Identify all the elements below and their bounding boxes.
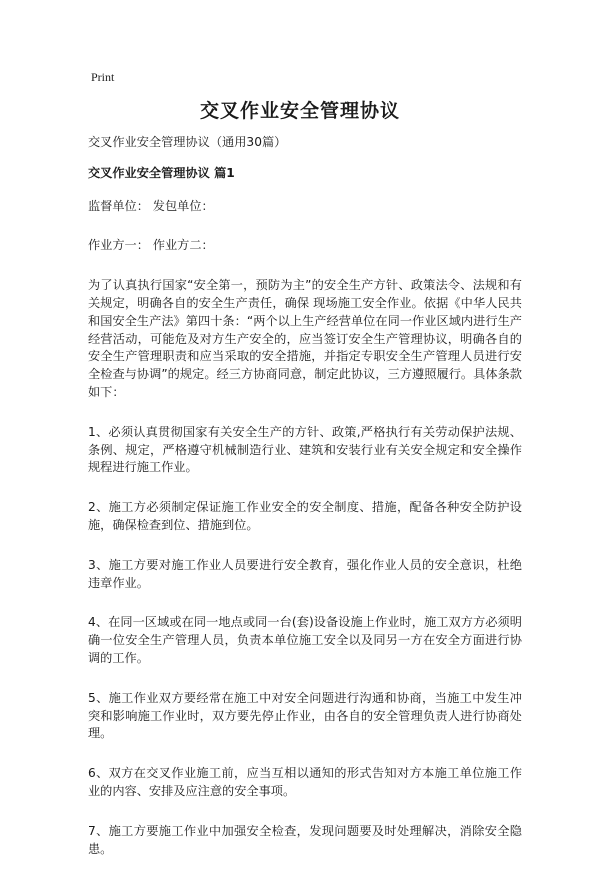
document-title: 交叉作业安全管理协议 [199,100,400,122]
clause-3: 3、施工方要对施工作业人员要进行安全教育，强化作业人员的安全意识，杜绝违章作业。 [88,557,522,590]
clause-7: 7、施工方要施工作业中加强安全检查，发现问题要及时处理解决，消除安全隐患。 [88,823,522,856]
document-subtitle: 交叉作业安全管理协议（通用30篇） [88,135,287,149]
units-line: 监督单位： 发包单位： [88,198,214,213]
clause-5: 5、施工作业双方要经常在施工中对安全问题进行沟通和协商，当施工中发生冲突和影响施工作业时，双方要先停止作业，由各自的安全管理负责人进行协商处理。 [88,690,522,741]
document-body [88,134,522,880]
clause-6: 6、双方在交叉作业施工前，应当互相以通知的形式告知对方本施工单位施工作业的内容、安排及应注意的安全事项。 [88,766,522,798]
parties-line: 作业方一： 作业方二： [88,238,214,253]
clause-4: 4、在同一区域或在同一地点或同一台(套)设备设施上作业时，施工双方方必须明确一位安全生产管理人员，负责本单位施工安全以及同另一方在安全方面进行协调的工作。 [88,615,522,665]
intro-paragraph: 为了认真执行国家“安全第一，预防为主”的安全生产方针、政策法令、法规和有关规定，明确各自的安全生产责任，确保 现场施工安全作业。依据《中华人民共和国安全生产法》第四十条：“两个以上生产经营单位在同一作业区域内进行生产经营活动，可能危及对方生产安全的，应当签订安全生产管理协议，明确各自的安全生产管理职责和应当采取的安全措施，并指定专职安全生产管理人员进行安全检查与协调”的规定。经三方协商同意，制定此协议，三方遵照履行。具体条款如下： [88,278,522,399]
clause-1: 1、必须认真贯彻国家有关安全生产的方针、政策,严格执行有关劳动保护法规、条例、规定，严格遵守机械制造行业、建筑和安装行业有关安全规定和安全操作规程进行施工作业。 [88,424,522,475]
clause-2: 2、施工方必须制定保证施工作业安全的安全制度、措施，配备各种安全防护设施，确保检查到位、措施到位。 [88,500,522,532]
section-heading: 交叉作业安全管理协议 篇1 [88,165,235,180]
print-label: Print [91,70,115,84]
